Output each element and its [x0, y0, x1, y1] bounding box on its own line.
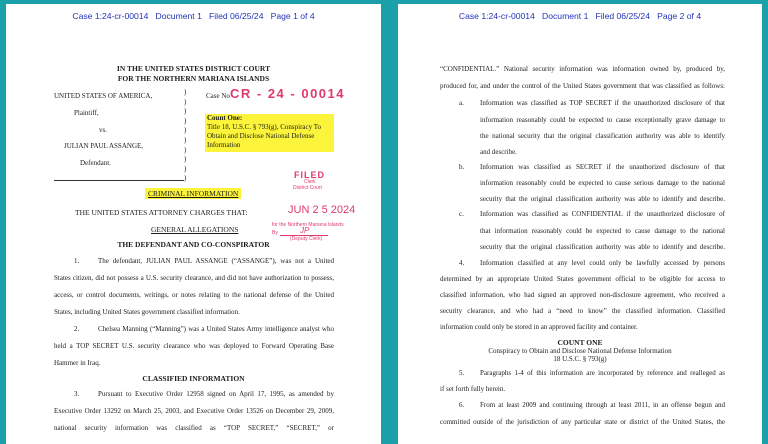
count-one-text-line2: Obtain and Disclose National Defense — [207, 132, 315, 140]
general-allegations-heading: GENERAL ALLEGATIONS — [151, 225, 239, 234]
para1-number: 1. — [74, 257, 80, 265]
item-b-label: b. — [459, 163, 465, 171]
versus-label: vs. — [99, 126, 107, 134]
para3-line2: Executive Order 13292 on March 25, 2003, and Executive Order 13526 on December 29, 2009, — [54, 407, 334, 415]
count-one-heading: Count One: — [207, 114, 243, 122]
item-b-line1: Information was classified as SECRET if the unauthorized disclosure of that — [480, 163, 725, 171]
para4-line1: Information classified at any level could only be lawfully accessed by persons — [480, 259, 725, 267]
stamp-clerk: Clerk — [304, 179, 316, 185]
item-b-line3: security that the original classification authority was able to identify and describe. — [480, 195, 725, 203]
court-name-line2: FOR THE NORTHERN MARIANA ISLANDS — [117, 74, 270, 83]
count-one-subtitle: Conspiracy to Obtain and Disclose National Defense Information — [488, 347, 672, 355]
court-name-line1: IN THE UNITED STATES DISTRICT COURT — [116, 64, 271, 73]
count-one-statute: 18 U.S.C. § 793(g) — [553, 355, 607, 363]
para2-line2: held a TOP SECRET U.S. security clearance who was deployed to Forward Operating Base — [54, 342, 334, 350]
para3-line1: Pursuant to Executive Order 12958 signed on April 17, 1995, as amended by — [98, 390, 334, 398]
caption-parentheses: ) ) ) ) ) ) ) ) ) ) — [184, 88, 187, 183]
case-number-stamp: CR - 24 - 00014 — [230, 86, 345, 101]
para4-line5: information could only be stored in an approved facility and container. — [440, 323, 638, 331]
case-number-label: Case No — [206, 92, 230, 100]
para1-line2: States citizen, did not possess a U.S. security clearance, and did not have authorization to possess, — [54, 274, 334, 282]
defendant-name: JULIAN PAUL ASSANGE, — [64, 142, 144, 150]
plaintiff-role: Plaintiff, — [74, 109, 99, 117]
page-header: Case 1:24-cr-00014 Document 1 Filed 06/25/24 Page 1 of 4 — [72, 11, 315, 21]
para6-line2: committed outside of the jurisdiction of any particular state or district of the United States, the — [440, 418, 725, 426]
item-a-line3: the national security that the original classification authority was able to identify — [480, 132, 725, 140]
intro-line1: “CONFIDENTIAL.” National security information was information owned by, produced by, — [440, 65, 725, 73]
stamp-deputy-clerk: (Deputy Clerk) — [290, 236, 323, 242]
document-title: CRIMINAL INFORMATION — [145, 188, 241, 199]
para5-line1: Paragraphs 1-4 of this information are incorporated by reference and realleged as — [480, 369, 725, 377]
stamp-jurisdiction: for the Northern Mariana Islands — [272, 222, 344, 228]
count-one-text-line1: Title 18, U.S.C. § 793(g), Conspiracy To — [207, 123, 322, 131]
para3-line3: national security information was classified as “TOP SECRET,” “SECRET,” or — [54, 424, 334, 432]
count-one-text-line3: Information — [207, 141, 241, 149]
caption-rule — [54, 180, 184, 181]
stamp-initials: JP — [300, 226, 310, 235]
item-a-label: a. — [459, 99, 464, 107]
para4-line2: determined by an appropriate United States government official to be eligible for access to — [440, 275, 725, 283]
document-page-2 — [398, 4, 762, 444]
para2-number: 2. — [74, 325, 80, 333]
para3-number: 3. — [74, 390, 80, 398]
defendant-role: Defendant. — [80, 159, 111, 167]
item-c-line1: Information was classified as CONFIDENTIAL if the unauthorized disclosure of — [480, 210, 725, 218]
stamp-by: By — [272, 230, 278, 236]
para4-line3: classified information, who had signed an approved non-disclosure agreement, who received a — [440, 291, 725, 299]
plaintiff-name: UNITED STATES OF AMERICA, — [54, 92, 153, 100]
classified-info-heading: CLASSIFIED INFORMATION — [142, 374, 245, 383]
item-a-line1: Information was classified as TOP SECRET if the unauthorized disclosure of that — [480, 99, 725, 107]
para1-line3: access, or control documents, writings, or notes relating to the national defense of the United — [54, 291, 334, 299]
para4-number: 4. — [459, 259, 465, 267]
item-c-line2: that information reasonably could be expected to cause damage to the national — [480, 227, 725, 235]
stamp-district-court: District Court — [293, 185, 322, 191]
item-a-line4: and describe. — [480, 148, 517, 156]
para6-number: 6. — [459, 401, 465, 409]
charges-line: THE UNITED STATES ATTORNEY CHARGES THAT: — [75, 208, 248, 217]
para4-line4: security clearance, and who had a “need to know” the classified information. Classified — [440, 307, 725, 315]
item-c-line3: security that the original classification authority was able to identify and describe. — [480, 243, 725, 251]
document-page-1 — [6, 4, 381, 444]
count-one-heading: COUNT ONE — [557, 338, 603, 347]
para2-line3: Hammer in Iraq. — [54, 359, 101, 367]
filed-stamp: FILED — [294, 170, 325, 180]
item-b-line2: information reasonably could be expected to cause serious damage to the national — [480, 179, 725, 187]
count-one-highlight — [205, 114, 334, 152]
intro-line2: produced for, and under the control of the United States government that was classified as follows: — [440, 82, 725, 90]
para5-line2: if set forth fully herein. — [440, 385, 506, 393]
para5-number: 5. — [459, 369, 465, 377]
defendant-heading: THE DEFENDANT AND CO-CONSPIRATOR — [117, 240, 270, 249]
para6-line1: From at least 2009 and continuing through at least 2011, in an offense begun and — [480, 401, 725, 409]
stamp-date: JUN 2 5 2024 — [288, 204, 356, 216]
para1-line4: States, including United States government classified information. — [54, 308, 240, 316]
item-a-line2: information reasonably could be expected to cause exceptionally grave damage to — [480, 116, 725, 124]
para2-line1: Chelsea Manning (“Manning”) was a United States Army intelligence analyst who — [98, 325, 334, 333]
para1-line1: The defendant, JULIAN PAUL ASSANGE (“ASSANGE”), was not a United — [98, 257, 334, 265]
item-c-label: c. — [459, 210, 464, 218]
page-header: Case 1:24-cr-00014 Document 1 Filed 06/25/24 Page 2 of 4 — [458, 11, 702, 21]
